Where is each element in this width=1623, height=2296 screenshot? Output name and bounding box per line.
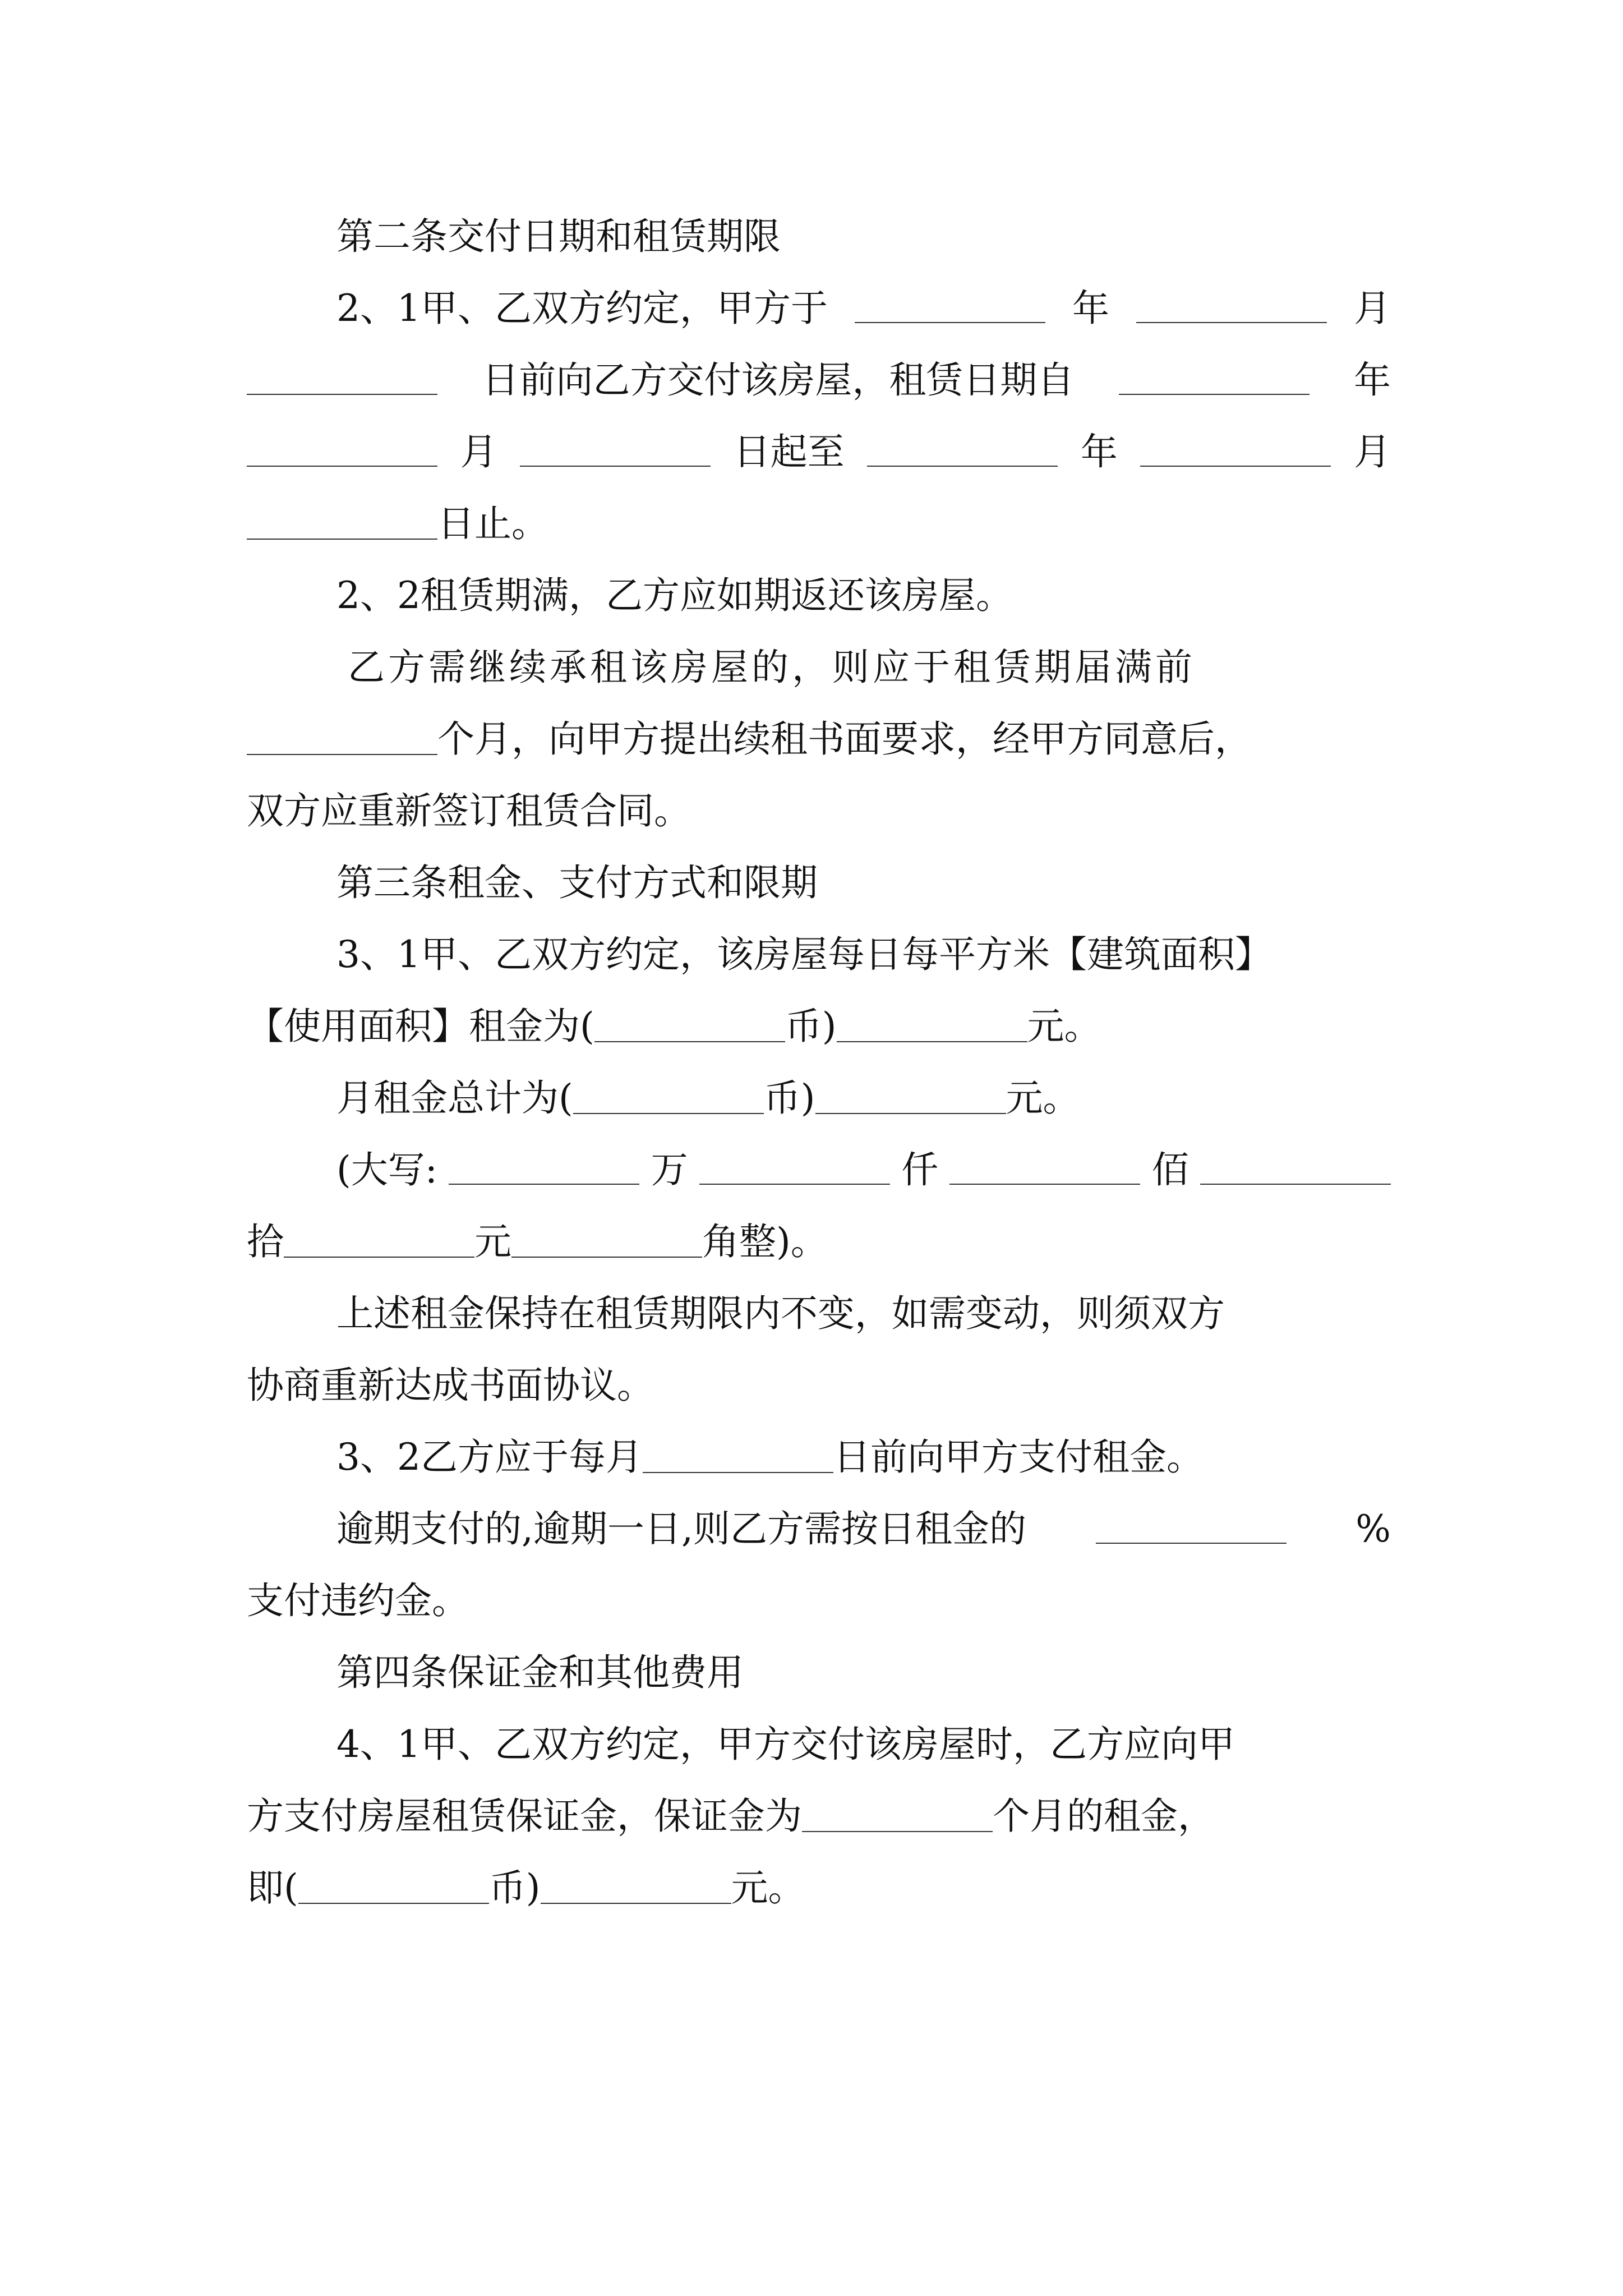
clause-2-2-line-3 (247, 712, 1391, 766)
clause-3-2-line-2 (336, 1502, 1391, 1556)
clause-text: 3、2乙方应于每月 (336, 1435, 643, 1479)
fill-blank[interactable] (298, 1866, 489, 1904)
fill-blank[interactable] (867, 429, 1058, 467)
clause-text: 拾 (247, 1220, 284, 1263)
clause-text: 佰 (1151, 1148, 1189, 1191)
clause-2-1-line-3 (247, 425, 1391, 479)
clause-text: 币) (763, 1076, 815, 1120)
clause-text: % (1355, 1507, 1391, 1550)
fill-blank[interactable] (511, 1220, 702, 1258)
fill-blank[interactable] (1140, 429, 1331, 467)
fill-blank[interactable] (247, 717, 437, 755)
fill-blank[interactable] (247, 357, 437, 395)
clause-text: 日前向乙方交付该房屋，租赁日期自 (482, 358, 1075, 402)
clause-text: 日起至 (733, 430, 845, 473)
fill-blank[interactable] (815, 1076, 1006, 1114)
clause-3-1-line-4 (336, 1143, 1391, 1197)
clause-2-1-line-2 (247, 353, 1391, 407)
fill-blank[interactable] (1096, 1506, 1287, 1544)
clause-3-1-line-3 (336, 1071, 1391, 1125)
clause-3-1-line-1: 3、1甲、乙双方约定，该房屋每日每平方米【建筑面积】 (336, 933, 1272, 976)
clause-text: 日前向甲方支付租金。 (833, 1435, 1204, 1479)
clause-text: 元。 (1006, 1076, 1080, 1120)
clause-text: 币) (785, 1005, 837, 1048)
clause-3-2-line-1 (336, 1430, 1391, 1484)
clause-text: 元。 (731, 1866, 805, 1910)
fill-blank[interactable] (949, 1147, 1140, 1185)
clause-text: 月 (1353, 430, 1391, 473)
clause-text: 仟 (901, 1148, 939, 1191)
clause-2-2-line-4: 双方应重新签订租赁合同。 (247, 789, 691, 832)
clause-text: 币) (488, 1866, 541, 1910)
fill-blank[interactable] (643, 1435, 833, 1473)
clause-text: 即( (247, 1866, 298, 1910)
clause-3-1-line-7: 协商重新达成书面协议。 (247, 1364, 654, 1407)
clause-3-2-line-3: 支付违约金。 (247, 1579, 469, 1622)
clause-4-1-line-3 (247, 1861, 1391, 1915)
fill-blank[interactable] (1119, 357, 1310, 395)
fill-blank[interactable] (573, 1076, 764, 1114)
clause-text: 【使用面积】租金为( (247, 1005, 594, 1048)
clause-text: 年 (1353, 358, 1391, 402)
fill-blank[interactable] (449, 1147, 639, 1185)
fill-blank[interactable] (247, 501, 437, 540)
fill-blank[interactable] (284, 1220, 474, 1258)
section-2-heading: 第二条交付日期和租赁期限 (336, 215, 781, 258)
section-4-heading: 第四条保证金和其他费用 (336, 1651, 744, 1694)
fill-blank[interactable] (1136, 285, 1327, 323)
clause-text: 个月，向甲方提出续租书面要求，经甲方同意后， (437, 717, 1252, 761)
clause-4-1-line-1: 4、1甲、乙双方约定，甲方交付该房屋时，乙方应向甲 (336, 1723, 1235, 1766)
clause-text: 月租金总计为( (336, 1076, 573, 1120)
clause-2-2-line-1: 2、2租赁期满，乙方应如期返还该房屋。 (336, 574, 1013, 617)
clause-2-1-line-1 (336, 282, 1391, 335)
fill-blank[interactable] (837, 1004, 1027, 1042)
fill-blank[interactable] (1200, 1147, 1391, 1185)
clause-text: 逾期支付的,逾期一日,则乙方需按日租金的 (336, 1507, 1026, 1550)
section-3-heading: 第三条租金、支付方式和限期 (336, 861, 818, 904)
clause-text: 2、1甲、乙双方约定，甲方于 (336, 287, 828, 330)
clause-3-1-line-6: 上述租金保持在租赁期限内不变，如需变动，则须双方 (336, 1292, 1225, 1335)
fill-blank[interactable] (594, 1004, 785, 1042)
fill-blank[interactable] (541, 1866, 731, 1904)
clause-text: 元 (474, 1220, 511, 1263)
clause-text: 年 (1072, 287, 1109, 330)
clause-text: 年 (1080, 430, 1118, 473)
clause-4-1-line-2 (247, 1789, 1391, 1843)
fill-blank[interactable] (247, 429, 437, 467)
clause-text: (大写: (336, 1148, 437, 1191)
clause-text: 元。 (1027, 1005, 1101, 1048)
clause-text: 月 (460, 430, 497, 473)
clause-3-1-line-5 (247, 1215, 1391, 1269)
clause-3-1-line-2 (247, 1000, 1391, 1053)
clause-text: 万 (651, 1148, 688, 1191)
clause-2-1-line-4 (247, 497, 1391, 551)
clause-text: 方支付房屋租赁保证金，保证金为 (247, 1795, 802, 1838)
clause-text: 月 (1353, 287, 1391, 330)
fill-blank[interactable] (520, 429, 711, 467)
fill-blank[interactable] (855, 285, 1045, 323)
clause-text: 日止。 (437, 502, 548, 545)
clause-2-2-line-2: 乙方需继续承租该房屋的，则应于租赁期届满前 (348, 646, 1196, 689)
fill-blank[interactable] (802, 1794, 993, 1832)
clause-text: 个月的租金， (993, 1795, 1215, 1838)
fill-blank[interactable] (699, 1147, 890, 1185)
clause-text: 角整)。 (702, 1220, 828, 1263)
